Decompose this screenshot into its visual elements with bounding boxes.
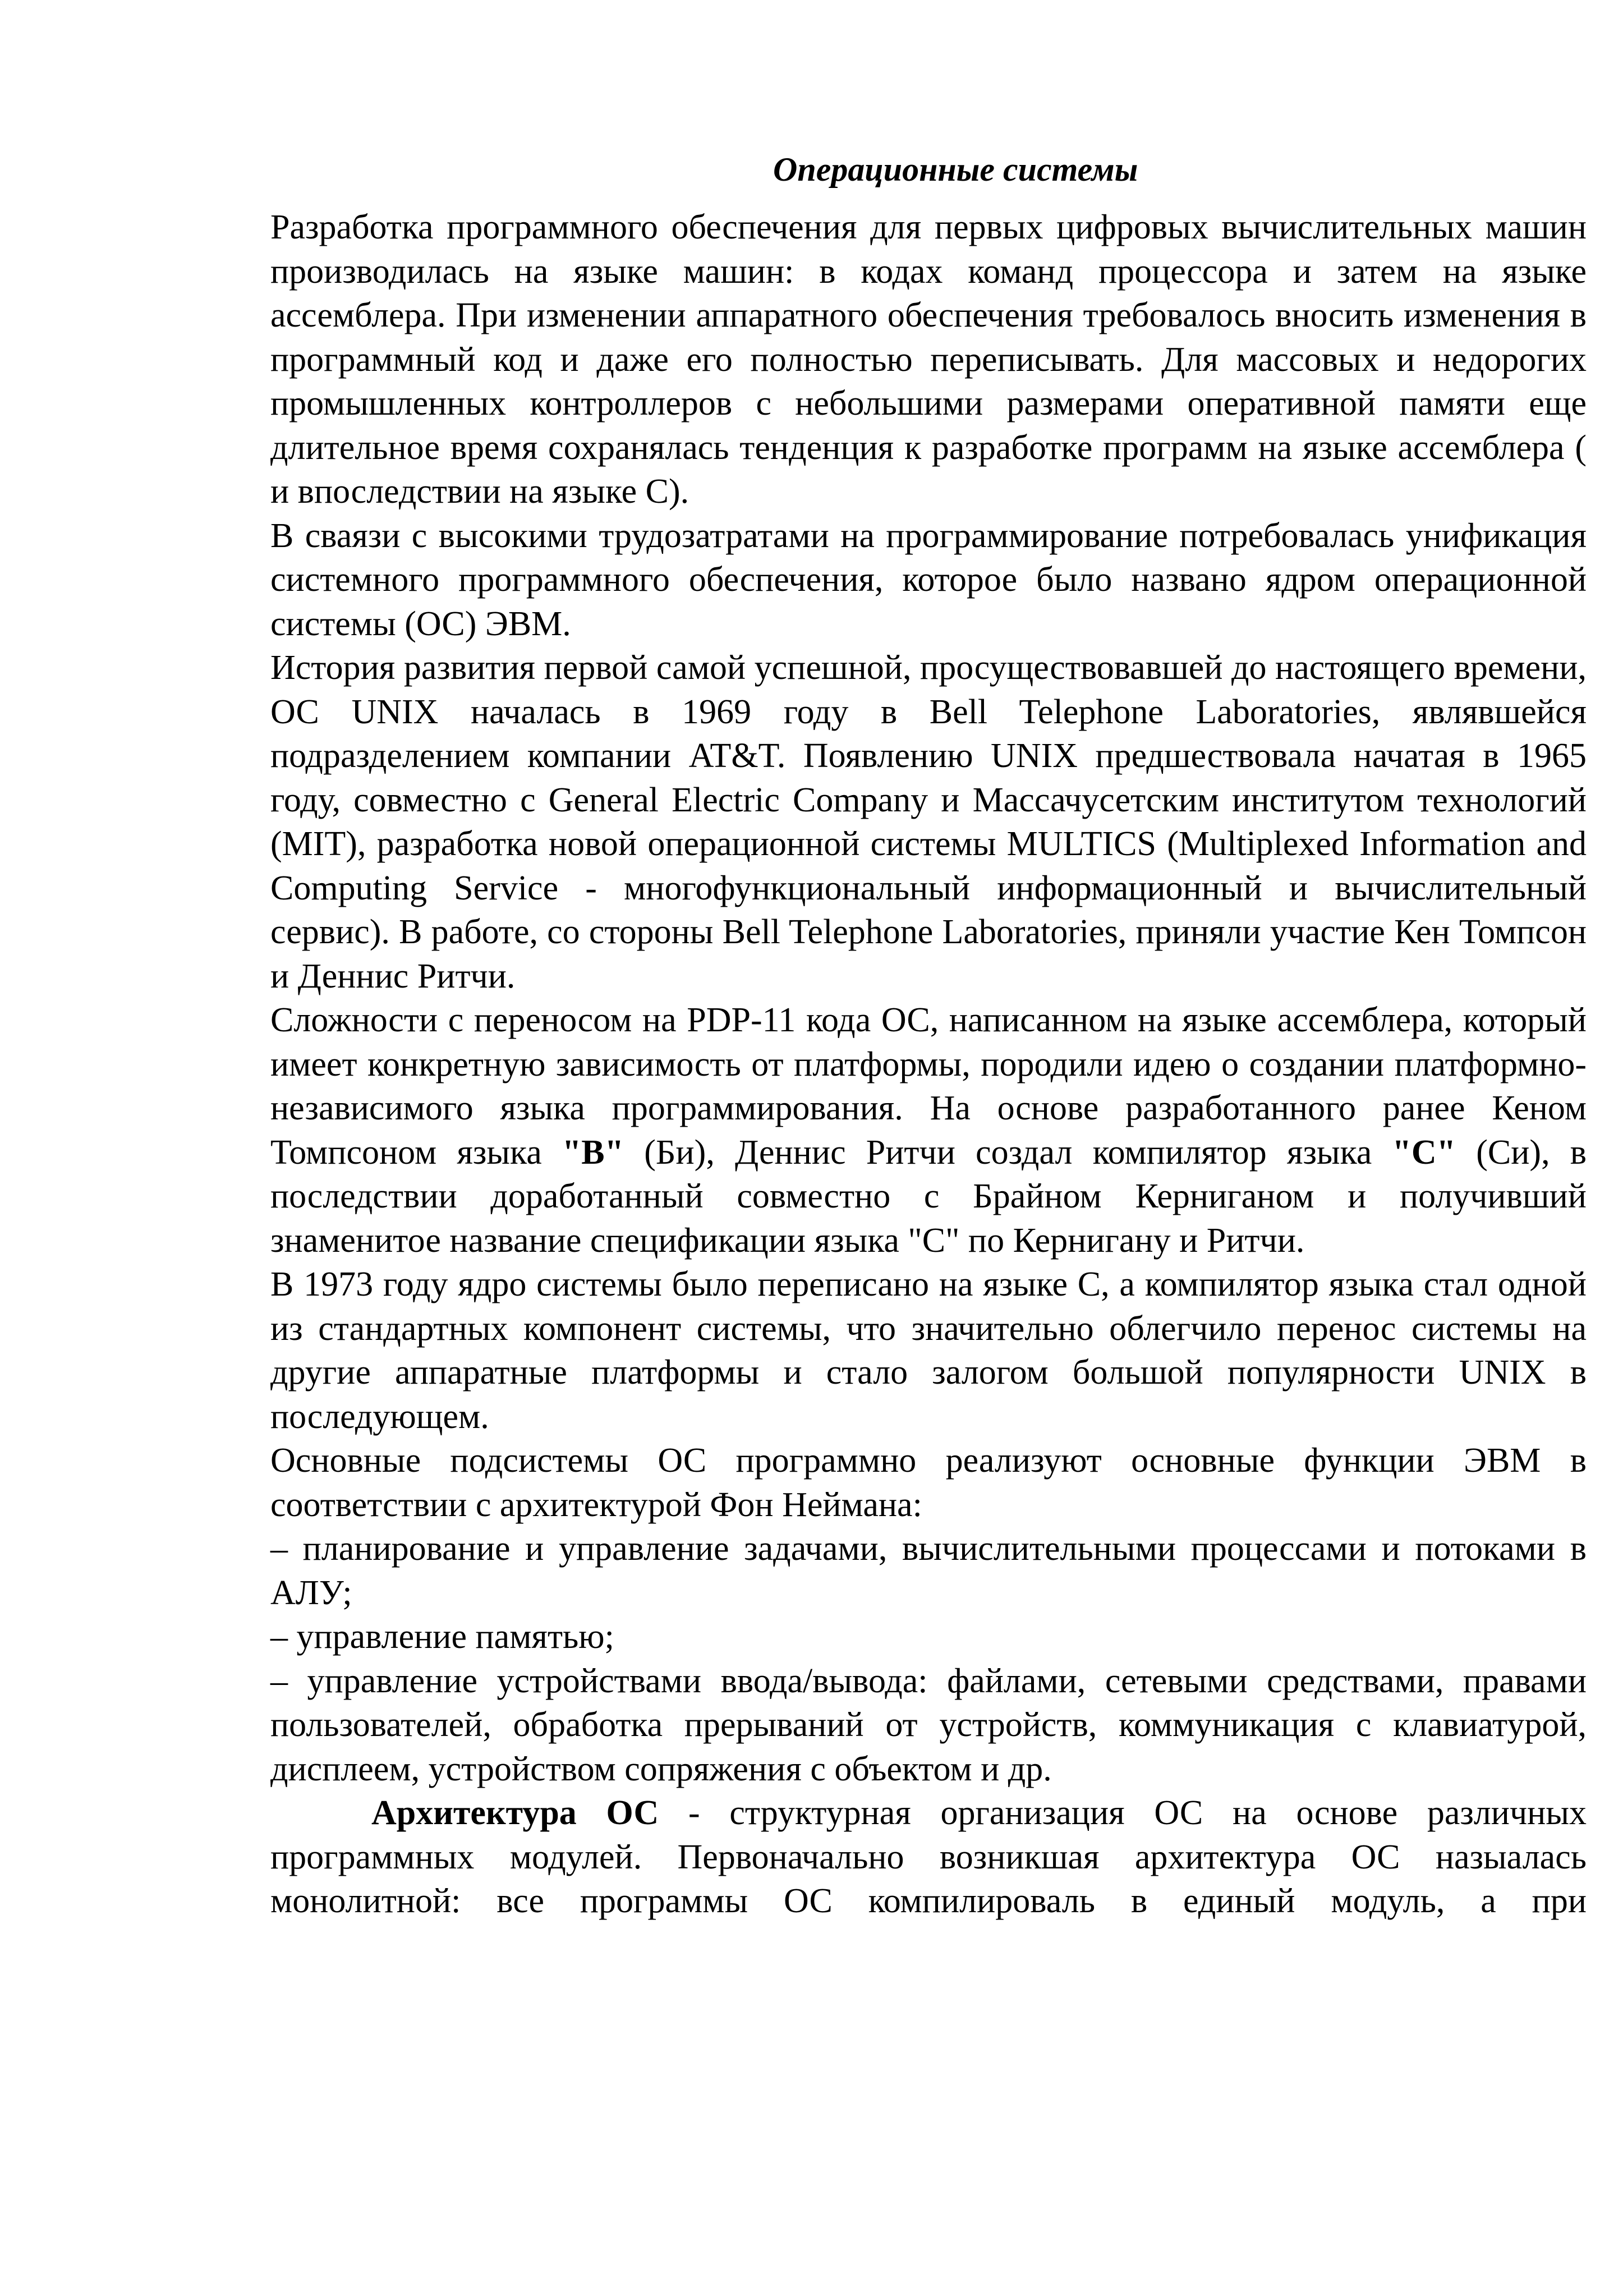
- document-body: [270, 205, 1587, 1923]
- paragraph-1: Разработка программного обеспечения для первых цифровых вычислительных машин производилась на языке машин: в кодах команд процессора и затем на языке ассемблера. При изменении аппаратного обеспечения требовалось вносить изменения в программный код и даже его полностью переписывать. Для массовых и недорогих промышленных контроллеров с небольшими размерами оперативной памяти еще длительное время сохранялась тенденция к разработке программ на языке ассемблера ( и впоследствии на языке С).: [270, 208, 1587, 511]
- term-architecture: Архитектура ОС: [371, 1794, 659, 1832]
- paragraph-6: Основные подсистемы ОС программно реализуют основные функции ЭВМ в соответствии с архитектурой Фон Неймана:: [270, 1441, 1587, 1524]
- paragraph-5: В 1973 году ядро системы было переписано на языке C, а компилятор языка стал одной из стандартных компонент системы, что значительно облегчило перенос системы на другие аппаратные платформы и стало залогом большой популярности UNIX в последующем.: [270, 1265, 1587, 1436]
- paragraph-4-text-b: (Би), Деннис Ритчи создал компилятор языка: [624, 1133, 1392, 1172]
- paragraph-2: В сваязи с высокими трудозатратами на программирование потребовалась унификация системного программного обеспечения, которое было названо ядром операционной системы (ОС) ЭВМ.: [270, 516, 1587, 643]
- list-item: – управление устройствами ввода/вывода: файлами, сетевыми средствами, правами пользователей, обработка прерываний от устройств, коммуникация с клавиатурой, дисплеем, устройством сопряжения с объектом и др.: [270, 1661, 1587, 1788]
- paragraph-3: История развития первой самой успешной, просуществовавшей до настоящего времени, ОС UNIX началась в 1969 году в Bell Telephone Laboratories, являвшейся подразделением компании AT&T. Появлению UNIX предшествовала начатая в 1965 году, совместно с General Electric Company и Массачусетским институтом технологий (MIT), разработка новой операционной системы MULTICS (Multiplexed Information and Computing Service - многофункциональный информационный и вычислительный сервис). В работе, со стороны Bell Telephone Laboratories, приняли участие Кен Томпсон и Деннис Ритчи.: [270, 649, 1587, 995]
- list-item: – планирование и управление задачами, вычислительными процессами и потоками в АЛУ;: [270, 1530, 1587, 1612]
- paragraph-7-text: - структурная организация ОС на основе различных программных модулей. Первоначально возникшая архитектура ОС назыалась монолитной: все программы ОС компилироваль в единый модуль, а при: [270, 1794, 1587, 1920]
- language-c-name: "C": [1392, 1133, 1456, 1172]
- list-item: – управление памятью;: [270, 1618, 614, 1656]
- paragraph-7: [270, 1791, 1587, 1923]
- paragraph-4-text-a: Сложности с переносом на PDP-11 кода ОС, написанном на языке ассемблера, который имеет конкретную зависимость от платформы, породили идею о создании платформно-независимого языка программирования. На основе разработанного ранее Кеном Томпсоном языка: [270, 1001, 1587, 1172]
- paragraph-4-text-c: (Си), в последствии доработанный совместно с Брайном Керниганом и получивший знаменитое название спецификации языка "C" по Кернигану и Ритчи.: [270, 1133, 1587, 1260]
- document-title: Операционные системы: [773, 151, 1138, 188]
- paragraph-4: [270, 998, 1587, 1262]
- language-b-name: "B": [562, 1133, 624, 1172]
